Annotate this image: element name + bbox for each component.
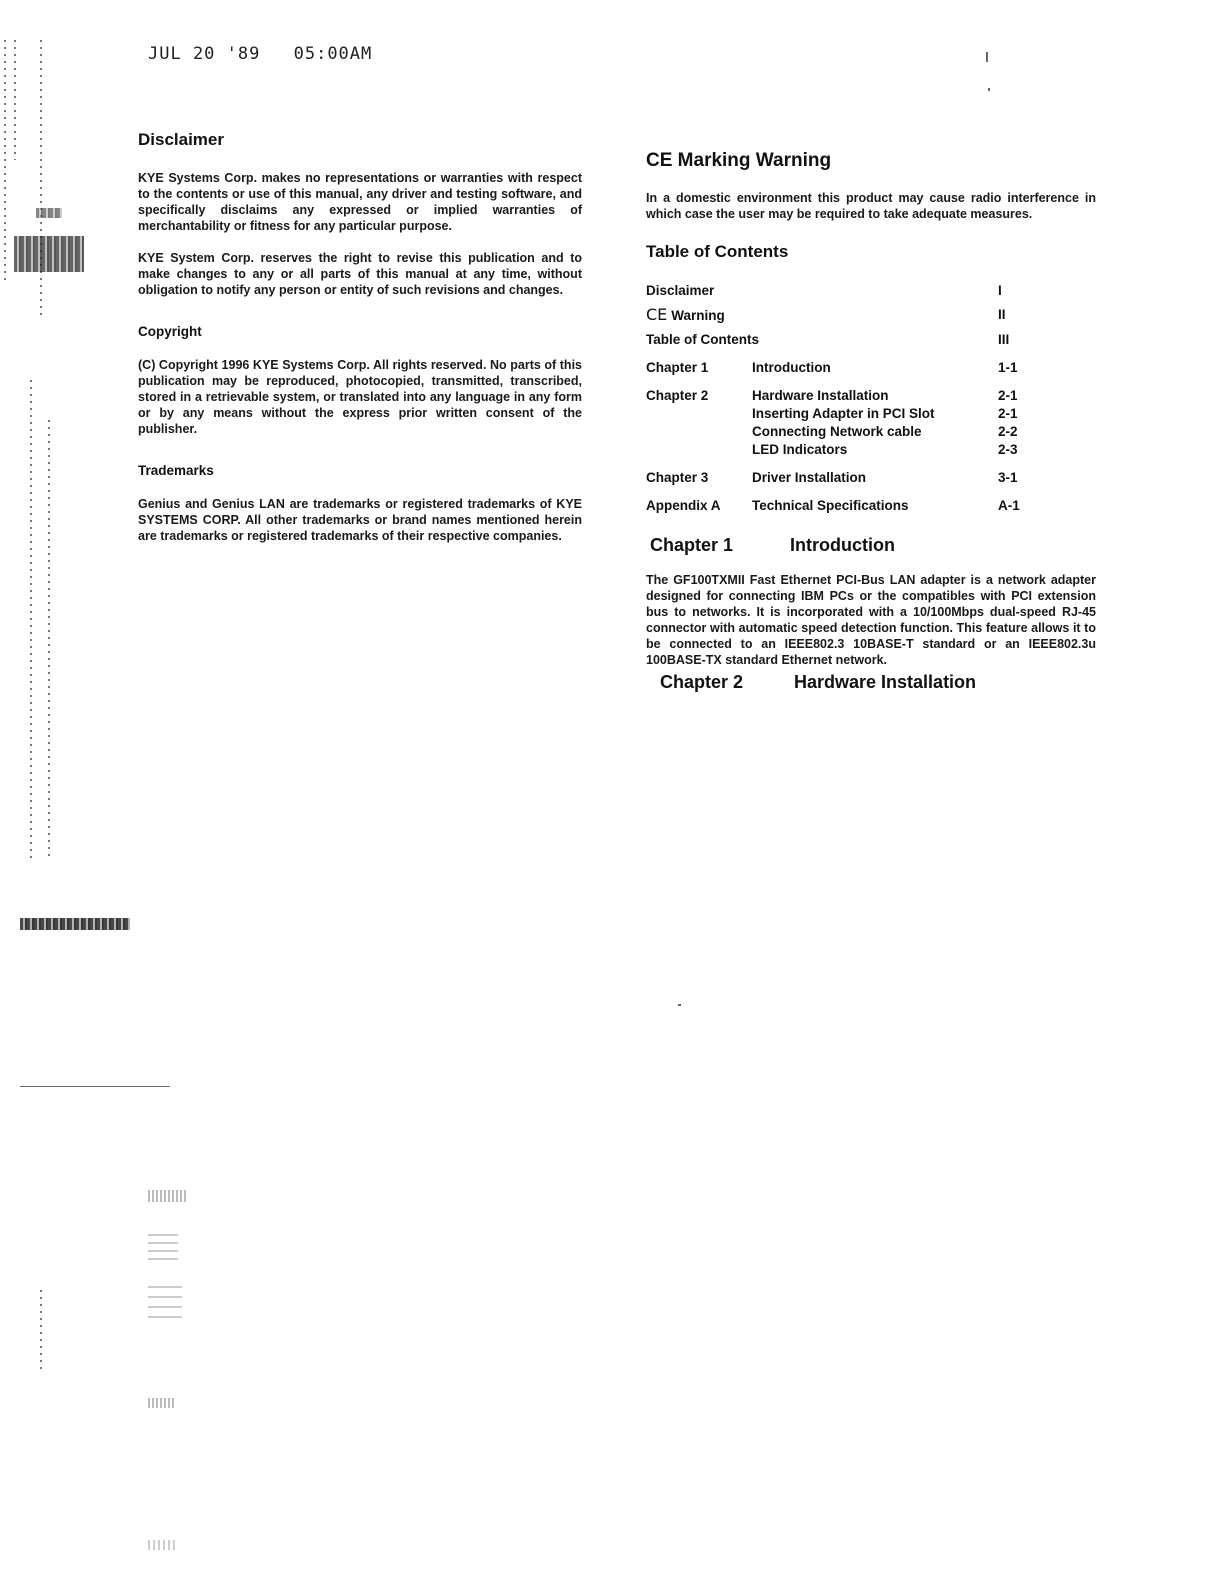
toc-row-sub: [646, 441, 1096, 459]
toc-page: 2-3: [998, 442, 1018, 457]
copyright-paragraph: (C) Copyright 1996 KYE Systems Corp. All rights reserved. No parts of this publication may be reproduced, photocopied, transmitted, transcribed, stored in a retrievable system, or translated into any language in any form or by any means without the express prior written consent of the publisher.: [138, 358, 582, 436]
scan-noise: [4, 40, 6, 280]
toc-row-chapter-3: [646, 469, 1096, 487]
toc-title: Hardware Installation: [752, 388, 889, 403]
scan-noise: [148, 1190, 188, 1202]
toc-row-sub: [646, 423, 1096, 441]
scan-noise: [988, 88, 990, 91]
scan-noise: [148, 1282, 182, 1318]
toc-row-sub: [646, 405, 1096, 423]
toc-heading: Table of Contents: [646, 242, 789, 261]
chapter-2-number: Chapter 2: [660, 672, 744, 692]
toc-page: A-1: [998, 498, 1020, 513]
disclaimer-paragraph-1: KYE Systems Corp. makes no representations or warranties with respect to the contents or use of this manual, any driver and testing software, and specifically disclaims any expressed or implied warranties of merchantability or fitness for any particular purpose.: [138, 171, 582, 233]
toc-row-appendix-a: [646, 497, 1096, 515]
toc-title: Technical Specifications: [752, 498, 909, 513]
scan-noise: [148, 1398, 176, 1408]
disclaimer-paragraph-2: KYE System Corp. reserves the right to revise this publication and to make changes to any or all parts of this manual at any time, without obligation to notify any person or entity of such revisions and changes.: [138, 251, 582, 297]
scan-noise: [20, 918, 130, 930]
scan-noise: [986, 52, 988, 62]
ce-warning-heading: CE Marking Warning: [646, 150, 832, 171]
scan-noise: [30, 380, 32, 860]
toc-page: 1-1: [998, 360, 1018, 375]
ce-warning-paragraph: In a domestic environment this product may cause radio interference in which case the user may be required to take adequate measures.: [646, 191, 1096, 221]
toc-subtitle: LED Indicators: [752, 442, 848, 457]
chapter-1-heading: [650, 535, 1096, 556]
toc-title: Introduction: [752, 360, 831, 375]
toc-row-ce-warning: [646, 306, 1096, 325]
chapter-1-paragraph: The GF100TXMII Fast Ethernet PCI-Bus LAN adapter is a network adapter designed for connecting IBM PCs or the compatibles with PCI extension bus to networks. It is incorporated with a 10/100Mbps dual-speed RJ-45 connector with automatic speed detection function. This feature allows it to be connected to an IEEE802.3 10BASE-T standard or an IEEE802.3u 100BASE-TX standard Ethernet network.: [646, 573, 1096, 667]
scan-noise: [40, 1290, 42, 1370]
trademarks-heading: Trademarks: [138, 463, 214, 478]
right-column: [646, 150, 1096, 693]
fax-date: JUL 20 '89: [148, 44, 261, 64]
toc-chapter: Appendix A: [646, 498, 721, 513]
toc-page: 2-1: [998, 388, 1018, 403]
scan-noise: [14, 236, 84, 272]
scan-noise: [36, 208, 62, 218]
disclaimer-heading: Disclaimer: [138, 130, 224, 149]
toc-title: Driver Installation: [752, 470, 867, 485]
toc-row-chapter-1: [646, 359, 1096, 377]
scan-noise: [14, 40, 16, 160]
toc-page: 3-1: [998, 470, 1018, 485]
scan-noise: [148, 1230, 178, 1260]
trademarks-paragraph: Genius and Genius LAN are trademarks or registered trademarks of KYE SYSTEMS CORP. All other trademarks or brand names mentioned herein are trademarks or registered trademarks of their respective companies.: [138, 497, 582, 543]
toc-label: Warning: [671, 308, 725, 323]
chapter-2-title: Hardware Installation: [794, 672, 977, 692]
toc-chapter: Chapter 2: [646, 388, 709, 403]
scan-noise: [678, 1004, 681, 1006]
toc-page: II: [998, 307, 1006, 322]
toc-page: III: [998, 332, 1010, 347]
fax-time: 05:00AM: [293, 44, 373, 64]
toc-chapter: Chapter 1: [646, 360, 709, 375]
chapter-1-title: Introduction: [790, 535, 895, 555]
toc-subtitle: Connecting Network cable: [752, 424, 922, 439]
toc-row-disclaimer: [646, 282, 1096, 300]
toc-chapter: Chapter 3: [646, 470, 709, 485]
scan-noise: [148, 1540, 178, 1550]
ce-mark-icon: CE: [646, 305, 668, 324]
scan-noise: [48, 420, 50, 860]
toc-row-contents: [646, 331, 1096, 349]
toc-page: 2-2: [998, 424, 1018, 439]
toc-page: 2-1: [998, 406, 1018, 421]
toc-row-chapter-2: [646, 387, 1096, 405]
scan-noise: [20, 1086, 170, 1087]
copyright-heading: Copyright: [138, 324, 202, 339]
scan-noise: [40, 40, 42, 320]
chapter-2-heading: [660, 672, 1096, 693]
chapter-1-number: Chapter 1: [650, 535, 734, 555]
toc-label: Disclaimer: [646, 283, 715, 298]
toc-label: Table of Contents: [646, 332, 759, 347]
left-column: [138, 130, 582, 560]
fax-header: [148, 44, 394, 64]
toc-subtitle: Inserting Adapter in PCI Slot: [752, 406, 935, 421]
toc-page: I: [998, 283, 1002, 298]
